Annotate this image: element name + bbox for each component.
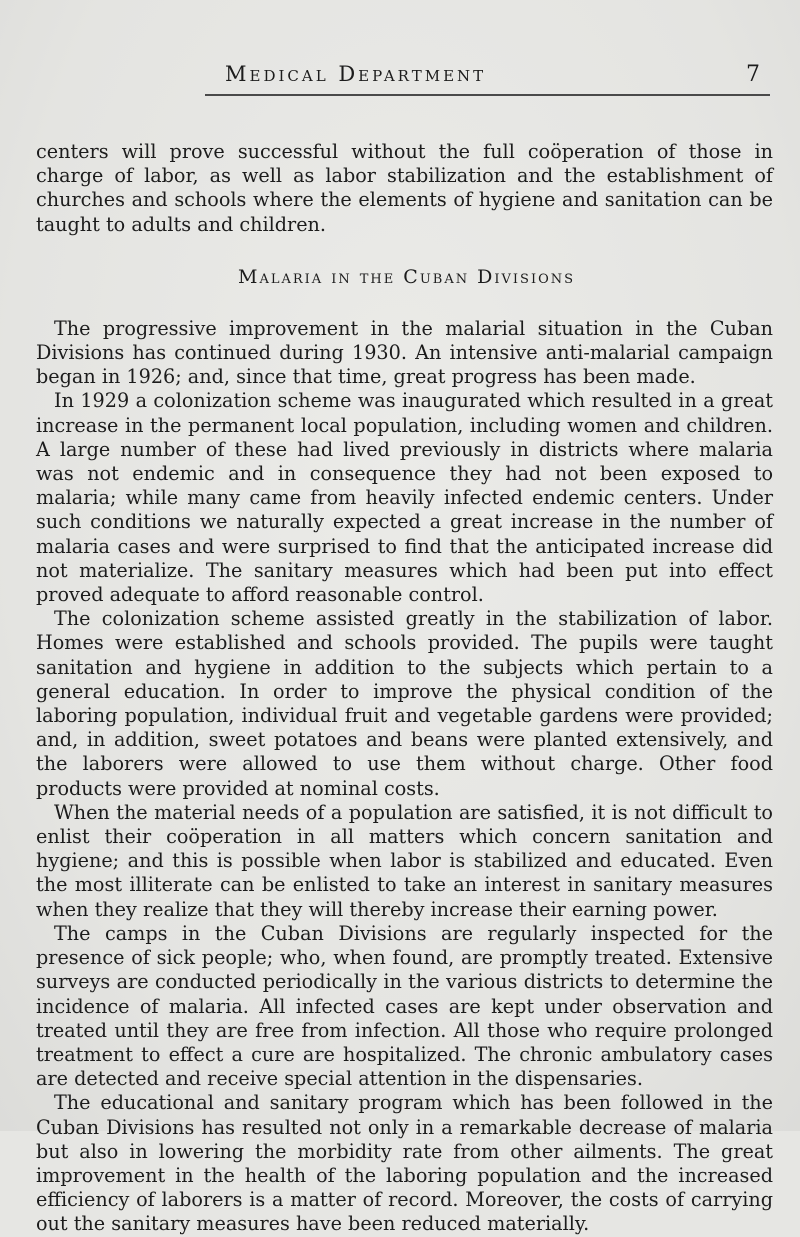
paragraph: The progressive improvement in the malarial situation in the Cuban Divisions has continued during 1930. An intensive anti-malarial campaign began in 1926; and, since that time, great progress has been made.: [36, 316, 773, 389]
paragraph: The colonization scheme assisted greatly in the stabilization of labor. Homes were established and schools provided. The pupils were taught sanitation and hygiene in addition to the subjects which pertain to a general education. In order to improve the physical condition of the laboring population, individual fruit and vegetable gardens were provided; and, in addition, sweet potatoes and beans were planted extensively, and the laborers were allowed to use them without charge. Other food products were provided at nominal costs.: [36, 607, 773, 800]
running-head: [180, 62, 780, 92]
paragraph: When the material needs of a population are satisfied, it is not difficult to enlist their coöperation in all matters which concern sanitation and hygiene; and this is possible when labor is stabilized and educated. Even the most illiterate can be enlisted to take an interest in sanitary measures when they realize that they will thereby increase their earning power.: [36, 800, 773, 921]
body-text: [36, 140, 773, 1237]
page-number: 7: [746, 62, 760, 87]
paragraph: The educational and sanitary program which has been followed in the Cuban Divisions has resulted not only in a remarkable decrease of malaria but also in lowering the morbidity rate from other ailments. The great improvement in the health of the laboring population and the increased efficiency of laborers is a matter of record. Moreover, the costs of carrying out the sanitary measures have been reduced materially.: [36, 1091, 773, 1236]
paragraph: In 1929 a colonization scheme was inaugurated which resulted in a great increase in the permanent local population, including women and children. A large number of these had lived previously in districts where malaria was not endemic and in consequence they had not been exposed to malaria; while many came from heavily infected endemic centers. Under such conditions we naturally expected a great increase in the number of malaria cases and were surprised to find that the anticipated increase did not materialize. The sanitary measures which had been put into effect proved adequate to afford reasonable control.: [36, 389, 773, 607]
paragraph: The camps in the Cuban Divisions are regularly inspected for the presence of sick people; who, when found, are promptly treated. Extensive surveys are conducted periodically in the various districts to determine the incidence of malaria. All infected cases are kept under observation and treated until they are free from infection. All those who require prolonged treatment to effect a cure are hospitalized. The chronic ambulatory cases are detected and receive special attention in the dispensaries.: [36, 921, 773, 1091]
header-rule: [205, 94, 770, 96]
running-title: Medical Department: [225, 62, 487, 86]
opening-paragraph: centers will prove successful without the full coöperation of those in charge of labor, as well as labor stabilization and the establishment of churches and schools where the elements of hygiene and sanitation can be taught to adults and children.: [36, 140, 773, 236]
section-heading: Malaria in the Cuban Divisions: [238, 265, 576, 288]
